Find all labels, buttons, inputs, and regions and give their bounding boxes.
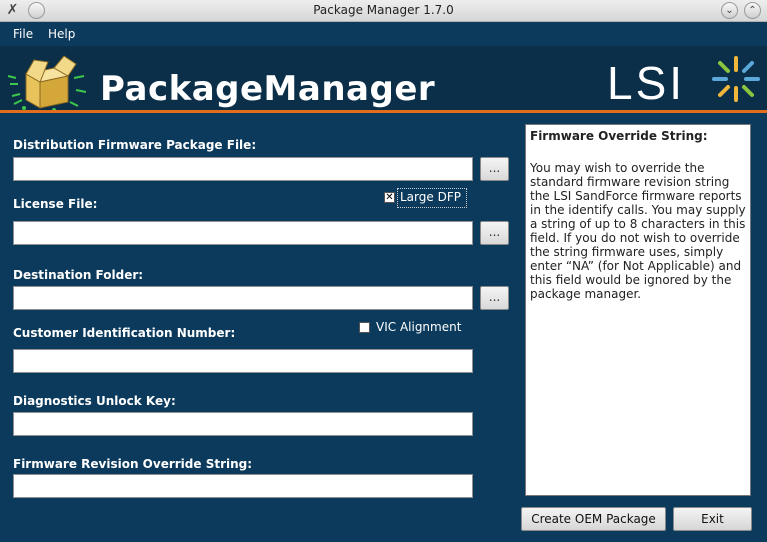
vic-alignment-label[interactable]: VIC Alignment <box>376 320 462 334</box>
menu-bar <box>0 22 767 46</box>
dfp-browse-button[interactable]: ... <box>480 157 509 181</box>
help-panel <box>525 124 751 496</box>
create-oem-package-button[interactable]: Create OEM Package <box>521 507 666 531</box>
menu-file[interactable]: File <box>13 27 34 41</box>
app-brand-title: PackageManager <box>100 69 436 109</box>
lsi-logo-icon <box>710 54 762 104</box>
customer-id-input[interactable] <box>13 349 473 373</box>
help-body: You may wish to override the standard firmware revision string the LSI SandForce firmware reports in the identify calls. You may supply a string of up to 8 characters in this field. If you do not wish to override the string firmware uses, simply enter “NA” (for Not Applicable) and this field would be ignored by the package manager. <box>530 161 746 301</box>
maximize-icon[interactable]: ⌃ <box>744 2 761 19</box>
license-file-input[interactable] <box>13 221 473 245</box>
license-label: License File: <box>13 197 98 211</box>
help-title: Firmware Override String: <box>530 129 708 143</box>
fw-override-label: Firmware Revision Override String: <box>13 457 253 471</box>
menu-help[interactable]: Help <box>48 27 76 41</box>
banner-accent-line <box>0 110 767 113</box>
large-dfp-label[interactable]: Large DFP <box>400 190 461 204</box>
vic-alignment-checkbox[interactable] <box>359 322 370 333</box>
title-bar <box>0 0 767 22</box>
app-icon[interactable]: ✗ <box>6 2 19 18</box>
destination-label: Destination Folder: <box>13 268 144 282</box>
diagnostics-key-input[interactable] <box>13 412 473 436</box>
lsi-logo-text: LSI <box>607 57 686 109</box>
large-dfp-checkbox[interactable]: ✕ <box>385 192 394 203</box>
exit-button[interactable]: Exit <box>673 507 752 531</box>
license-browse-button[interactable]: ... <box>480 221 509 245</box>
window-title: Package Manager 1.7.0 <box>313 3 454 17</box>
customer-id-label: Customer Identification Number: <box>13 326 236 340</box>
destination-folder-input[interactable] <box>13 286 473 310</box>
fw-override-input[interactable] <box>13 474 473 498</box>
diagnostics-key-label: Diagnostics Unlock Key: <box>13 394 176 408</box>
package-box-icon <box>4 54 92 112</box>
dfp-file-input[interactable] <box>13 157 473 181</box>
minimize-icon[interactable]: ⌄ <box>721 2 738 19</box>
destination-browse-button[interactable]: ... <box>480 286 509 310</box>
dfp-label: Distribution Firmware Package File: <box>13 138 257 152</box>
